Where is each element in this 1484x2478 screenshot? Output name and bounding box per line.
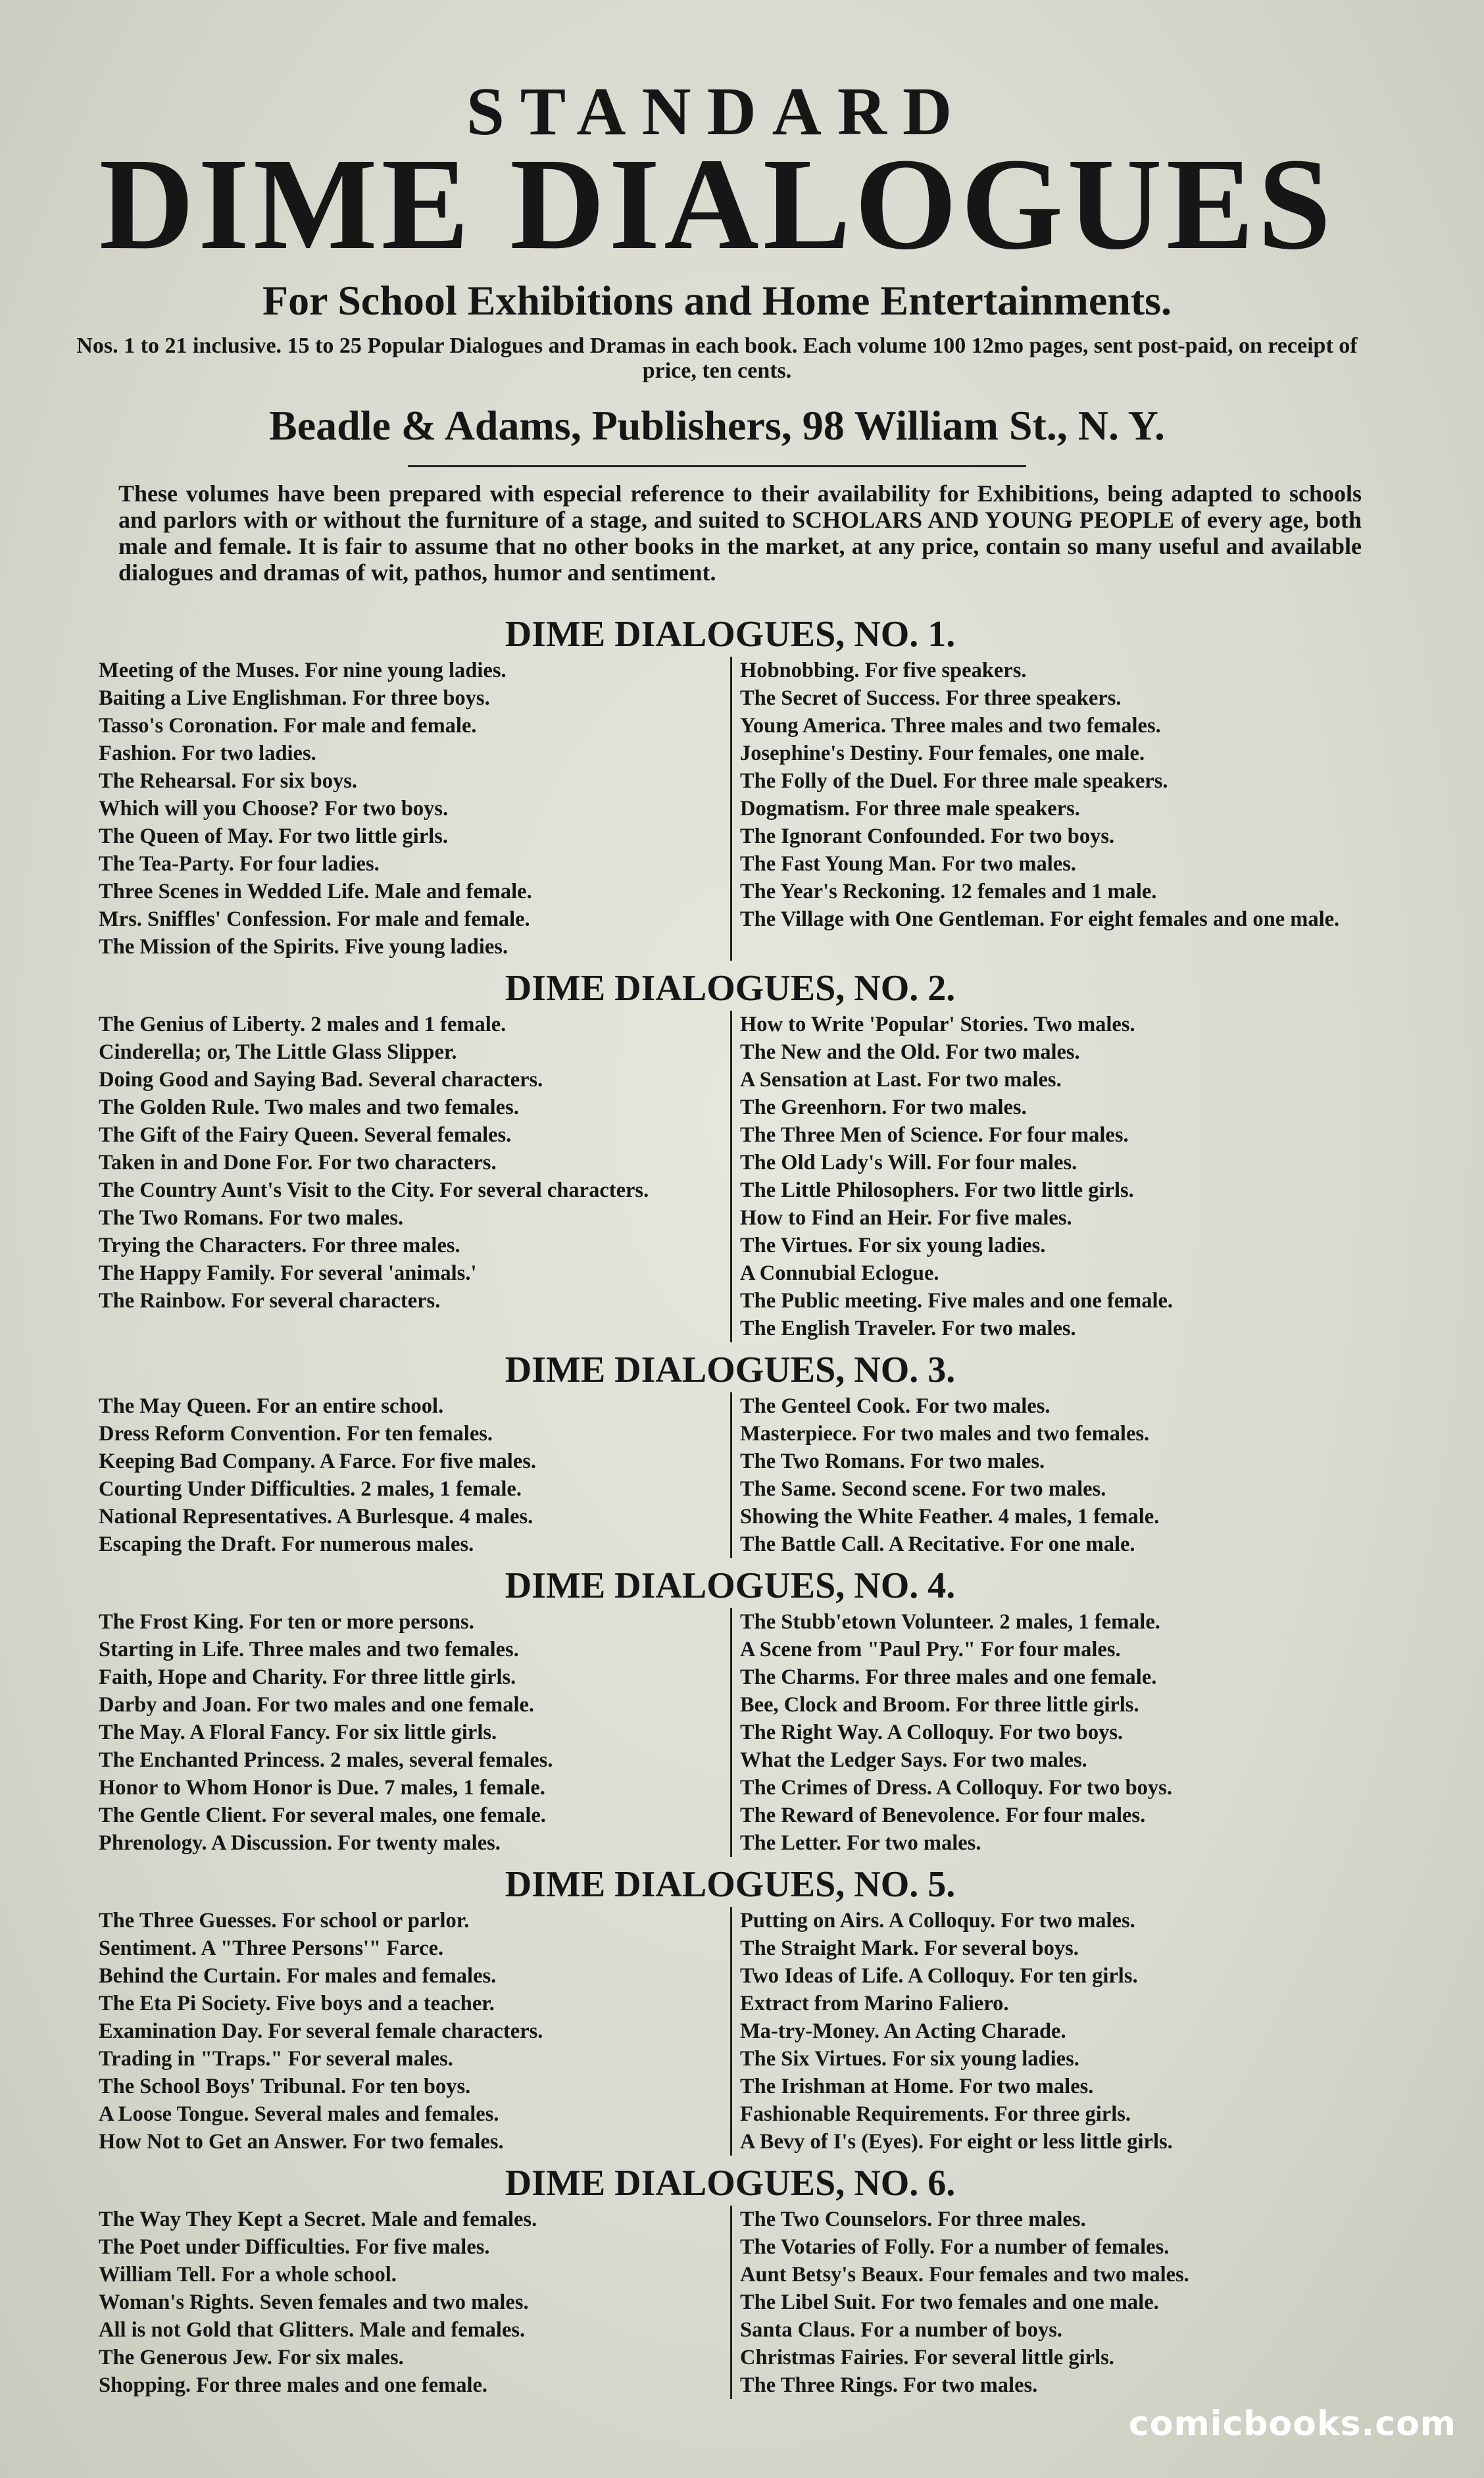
list-item: The Secret of Success. For three speakers. (740, 686, 1122, 710)
list-item: William Tell. For a whole school. (99, 2263, 397, 2287)
list-item: Taken in and Done For. For two characters. (99, 1151, 497, 1175)
left-column (99, 657, 730, 961)
list-item: The Greenhorn. For two males. (740, 1096, 1027, 1119)
list-item: Faith, Hope and Charity. For three little girls. (99, 1665, 516, 1689)
title-dime-dialogues: DIME DIALOGUES (99, 132, 1335, 277)
list-item: Extract from Marino Faliero. (740, 1992, 1009, 2015)
subtitle: For School Exhibitions and Home Entertainments. (262, 277, 1172, 324)
list-item: The Genteel Cook. For two males. (740, 1394, 1051, 1418)
list-item: The Charms. For three males and one female. (740, 1665, 1157, 1689)
list-item: The Straight Mark. For several boys. (740, 1936, 1079, 1960)
list-item: The Fast Young Man. For two males. (740, 852, 1076, 876)
list-item: Three Scenes in Wedded Life. Male and female. (99, 880, 532, 903)
list-item: The Enchanted Princess. 2 males, several females. (99, 1748, 553, 1772)
dialogue-sections (99, 612, 1362, 2404)
dialogue-section (99, 1862, 1362, 2156)
list-item: The Rehearsal. For six boys. (99, 769, 358, 793)
left-column (99, 1608, 730, 1857)
list-item: The Ignorant Confounded. For two boys. (740, 824, 1115, 848)
list-item: Honor to Whom Honor is Due. 7 males, 1 female. (99, 1776, 545, 1800)
list-item: A Sensation at Last. For two males. (740, 1068, 1062, 1092)
list-item: The Way They Kept a Secret. Male and females. (99, 2208, 537, 2231)
right-column (730, 1907, 1362, 2156)
list-item: The Crimes of Dress. A Colloquy. For two boys. (740, 1776, 1172, 1800)
list-item: The Village with One Gentleman. For eight females and one male. (740, 907, 1340, 931)
left-column (99, 1907, 730, 2156)
list-item: Young America. Three males and two females. (740, 714, 1161, 738)
list-item: Escaping the Draft. For numerous males. (99, 1532, 474, 1556)
list-item: Keeping Bad Company. A Farce. For five males. (99, 1450, 537, 1473)
list-item: The May Queen. For an entire school. (99, 1394, 444, 1418)
list-item: The Little Philosophers. For two little girls. (740, 1178, 1134, 1202)
list-item: Josephine's Destiny. Four females, one male. (740, 742, 1145, 765)
list-item: The Tea-Party. For four ladies. (99, 852, 380, 876)
dialogue-section (99, 966, 1362, 1342)
list-item: The Generous Jew. For six males. (99, 2346, 404, 2369)
list-item: Two Ideas of Life. A Colloquy. For ten girls. (740, 1964, 1138, 1988)
list-item: The Country Aunt's Visit to the City. For several characters. (99, 1178, 649, 1202)
right-column (730, 2206, 1362, 2399)
dialogue-section (99, 612, 1362, 961)
right-column (730, 1608, 1362, 1857)
list-item: Aunt Betsy's Beaux. Four females and two males. (740, 2263, 1189, 2287)
list-item: The Public meeting. Five males and one female. (740, 1289, 1174, 1313)
left-column (99, 1392, 730, 1558)
list-item: The Three Rings. For two males. (740, 2373, 1038, 2397)
list-item: National Representatives. A Burlesque. 4 males. (99, 1505, 533, 1529)
left-column (99, 1011, 730, 1342)
list-item: Examination Day. For several female characters. (99, 2019, 543, 2043)
list-item: Trying the Characters. For three males. (99, 1234, 460, 1257)
list-item: Woman's Rights. Seven females and two males. (99, 2290, 529, 2314)
list-item: Behind the Curtain. For males and females. (99, 1964, 497, 1988)
divider-rule (408, 465, 1026, 467)
list-item: The Reward of Benevolence. For four males. (740, 1804, 1146, 1827)
list-item: Cinderella; or, The Little Glass Slipper. (99, 1040, 457, 1064)
section-title: DIME DIALOGUES, NO. 3. (505, 1350, 956, 1390)
list-item: The Two Romans. For two males. (99, 1206, 404, 1230)
list-item: The Mission of the Spirits. Five young ladies. (99, 935, 508, 959)
list-item: Showing the White Feather. 4 males, 1 female. (740, 1505, 1160, 1529)
watermark: comicbooks.com (1128, 2404, 1456, 2444)
volume-info: Nos. 1 to 21 inclusive. 15 to 25 Popular Dialogues and Dramas in each book. Each volume 100 12mo pages, sent post-paid, on receipt of price, ten cents. (76, 334, 1358, 383)
left-column (99, 2206, 730, 2399)
list-item: The Votaries of Folly. For a number of females. (740, 2235, 1170, 2259)
list-item: Meeting of the Muses. For nine young ladies. (99, 659, 507, 682)
right-column (730, 657, 1362, 961)
list-item: The Virtues. For six young ladies. (740, 1234, 1046, 1257)
list-item: The Libel Suit. For two females and one male. (740, 2290, 1159, 2314)
section-columns (99, 657, 1362, 961)
list-item: The Battle Call. A Recitative. For one male. (740, 1532, 1135, 1556)
list-item: What the Ledger Says. For two males. (740, 1748, 1087, 1772)
list-item: Courting Under Difficulties. 2 males, 1 female. (99, 1477, 522, 1501)
list-item: Ma-try-Money. An Acting Charade. (740, 2019, 1066, 2043)
list-item: The Six Virtues. For six young ladies. (740, 2047, 1079, 2071)
list-item: Trading in "Traps." For several males. (99, 2047, 453, 2071)
dialogue-section (99, 1563, 1362, 1857)
list-item: The Rainbow. For several characters. (99, 1289, 441, 1313)
list-item: The Frost King. For ten or more persons. (99, 1610, 474, 1634)
list-item: The English Traveler. For two males. (740, 1317, 1076, 1340)
list-item: A Scene from "Paul Pry." For four males. (740, 1638, 1121, 1661)
list-item: Baiting a Live Englishman. For three boys. (99, 686, 490, 710)
list-item: Tasso's Coronation. For male and female. (99, 714, 477, 738)
list-item: Phrenology. A Discussion. For twenty males. (99, 1831, 501, 1855)
list-item: The Letter. For two males. (740, 1831, 981, 1855)
list-item: Bee, Clock and Broom. For three little girls. (740, 1693, 1139, 1717)
list-item: The Old Lady's Will. For four males. (740, 1151, 1077, 1175)
list-item: A Bevy of I's (Eyes). For eight or less little girls. (740, 2130, 1173, 2154)
title-standard: STANDARD (466, 74, 968, 149)
list-item: Dogmatism. For three male speakers. (740, 797, 1080, 821)
list-item: The Happy Family. For several 'animals.' (99, 1261, 477, 1285)
section-columns (99, 1392, 1362, 1558)
list-item: The Three Guesses. For school or parlor. (99, 1909, 470, 1933)
list-item: The Golden Rule. Two males and two females. (99, 1096, 519, 1119)
list-item: Hobnobbing. For five speakers. (740, 659, 1027, 682)
list-item: Fashion. For two ladies. (99, 742, 316, 765)
list-item: All is not Gold that Glitters. Male and females. (99, 2318, 526, 2342)
list-item: Putting on Airs. A Colloquy. For two males. (740, 1909, 1135, 1933)
list-item: The Genius of Liberty. 2 males and 1 female. (99, 1013, 507, 1036)
list-item: Christmas Fairies. For several little girls. (740, 2346, 1114, 2369)
list-item: Sentiment. A "Three Persons'" Farce. (99, 1936, 444, 1960)
list-item: A Connubial Eclogue. (740, 1261, 939, 1285)
list-item: How to Find an Heir. For five males. (740, 1206, 1072, 1230)
list-item: The Queen of May. For two little girls. (99, 824, 449, 848)
list-item: The Gift of the Fairy Queen. Several females. (99, 1123, 512, 1147)
list-item: Masterpiece. For two males and two females. (740, 1422, 1150, 1446)
list-item: The Three Men of Science. For four males. (740, 1123, 1129, 1147)
list-item: The May. A Floral Fancy. For six little girls. (99, 1721, 497, 1744)
list-item: The Eta Pi Society. Five boys and a teacher. (99, 1992, 495, 2015)
right-column (730, 1392, 1362, 1558)
section-title: DIME DIALOGUES, NO. 5. (505, 1864, 956, 1905)
list-item: Which will you Choose? For two boys. (99, 797, 449, 821)
list-item: Doing Good and Saying Bad. Several characters. (99, 1068, 543, 1092)
list-item: The Two Counselors. For three males. (740, 2208, 1086, 2231)
section-title: DIME DIALOGUES, NO. 6. (505, 2163, 956, 2204)
list-item: The New and the Old. For two males. (740, 1040, 1080, 1064)
list-item: The Stubb'etown Volunteer. 2 males, 1 female. (740, 1610, 1160, 1634)
list-item: The Poet under Difficulties. For five males. (99, 2235, 490, 2259)
list-item: The Year's Reckoning. 12 females and 1 male. (740, 880, 1157, 903)
dialogue-section (99, 1348, 1362, 1558)
list-item: The Same. Second scene. For two males. (740, 1477, 1106, 1501)
list-item: The Gentle Client. For several males, one female. (99, 1804, 546, 1827)
section-columns (99, 2206, 1362, 2399)
list-item: Dress Reform Convention. For ten females. (99, 1422, 493, 1446)
list-item: Darby and Joan. For two males and one female. (99, 1693, 535, 1717)
list-item: Shopping. For three males and one female. (99, 2373, 488, 2397)
section-columns (99, 1907, 1362, 2156)
list-item: How Not to Get an Answer. For two females. (99, 2130, 504, 2154)
list-item: The Right Way. A Colloquy. For two boys. (740, 1721, 1124, 1744)
header (66, 72, 1368, 467)
list-item: A Loose Tongue. Several males and females. (99, 2102, 499, 2126)
list-item: Fashionable Requirements. For three girls. (740, 2102, 1131, 2126)
list-item: The Irishman at Home. For two males. (740, 2075, 1094, 2098)
section-title: DIME DIALOGUES, NO. 4. (505, 1565, 956, 1606)
list-item: Santa Claus. For a number of boys. (740, 2318, 1062, 2342)
right-column (730, 1011, 1362, 1342)
section-title: DIME DIALOGUES, NO. 1. (505, 614, 956, 655)
dialogue-section (99, 2161, 1362, 2399)
section-title: DIME DIALOGUES, NO. 2. (505, 968, 956, 1009)
list-item: The School Boys' Tribunal. For ten boys. (99, 2075, 471, 2098)
publisher-line: Beadle & Adams, Publishers, 98 William St., N. Y. (269, 402, 1165, 449)
section-columns (99, 1608, 1362, 1857)
list-item: How to Write 'Popular' Stories. Two males. (740, 1013, 1135, 1036)
list-item: The Folly of the Duel. For three male speakers. (740, 769, 1168, 793)
list-item: Mrs. Sniffles' Confession. For male and female. (99, 907, 530, 931)
list-item: The Two Romans. For two males. (740, 1450, 1045, 1473)
section-columns (99, 1011, 1362, 1342)
intro-paragraph: These volumes have been prepared with especial reference to their availability for Exhibitions, being adapted to schools and parlors with or without the furniture of a stage, and suited to SCHOLARS AND YOUNG PEOPLE of every age, both male and female. It is fair to assume that no other books in the market, at any price, contain so many useful and available dialogues and dramas of wit, pathos, humor and sentiment. (118, 480, 1362, 586)
list-item: Starting in Life. Three males and two females. (99, 1638, 519, 1661)
